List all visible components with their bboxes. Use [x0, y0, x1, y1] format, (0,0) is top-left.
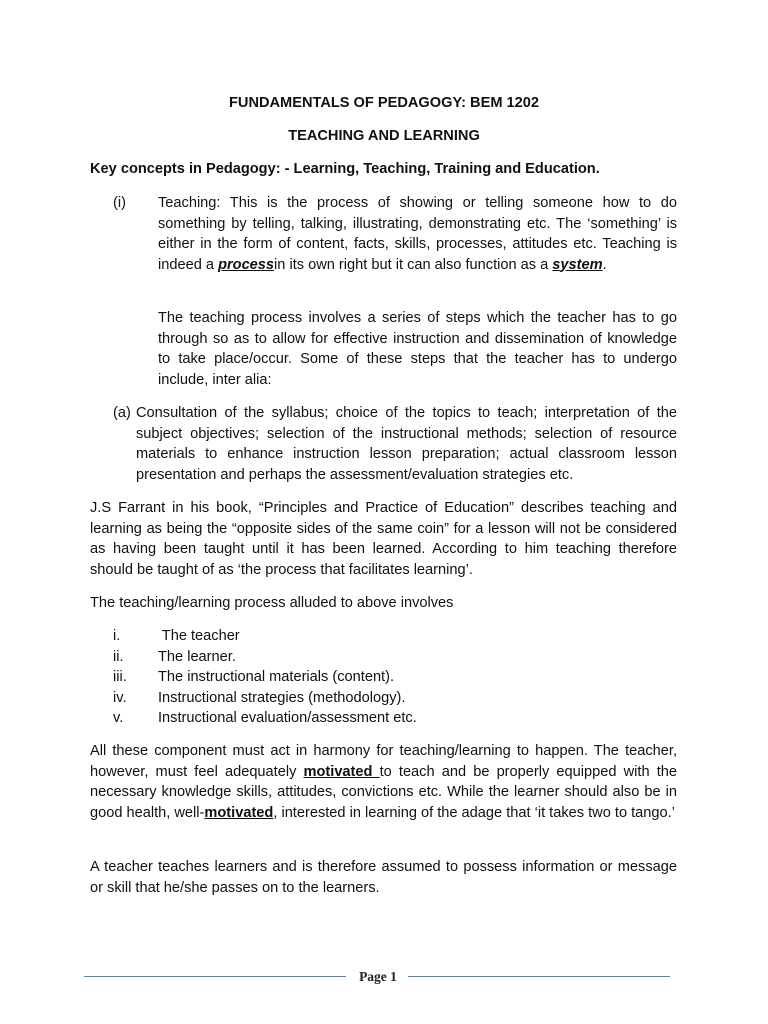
course-title: FUNDAMENTALS OF PEDAGOGY: BEM 1202	[228, 95, 539, 111]
footer-rule-right	[408, 976, 670, 977]
teaching-definition-end: .	[602, 256, 607, 273]
footer-rule-left	[84, 976, 346, 977]
farrant-paragraph: J.S Farrant in his book, “Principles and Practice of Education” describes teaching and learning as being the “opposite sides of the same coin” for a lesson will not be considered as having been taught until it has been learned. According to him teaching therefore should be taught of as ‘the process that facilitates learning’.	[90, 500, 677, 578]
page-number: Page 1	[359, 969, 397, 984]
section-title: TEACHING AND LEARNING	[288, 128, 480, 144]
item-i-marker: (i)	[113, 195, 126, 211]
teaching-process-paragraph: The teaching process involves a series of steps which the teacher has to go through so as to allow for effective instruction and dissemination of knowledge to take place/occur. Some of these steps that the teacher has to undergo include, inter alia:	[158, 310, 677, 388]
list-item	[113, 688, 673, 709]
list-item	[113, 647, 673, 668]
list-item	[113, 667, 673, 688]
harmony-text-3: , interested in learning of the adage that ‘it takes two to tango.’	[273, 804, 675, 821]
harmony-text-2: to teach and be properly equipped with the necessary knowledge skills, attitudes, convictions etc. While the learner should also be in good health, well-	[90, 763, 677, 821]
teacher-paragraph: A teacher teaches learners and is therefore assumed to possess information or message or skill that he/she passes on to the learners.	[90, 859, 677, 896]
harmony-text: All these component must act in harmony for teaching/learning to happen. The teacher, however, must feel adequately	[90, 743, 677, 780]
list-item-text: The teacher	[158, 628, 240, 644]
list-item-number: iv.	[113, 689, 127, 706]
teaching-definition-paragraph	[158, 193, 677, 275]
process-intro: The teaching/learning process alluded to above involves	[90, 595, 454, 611]
list-item-text: The instructional materials (content).	[158, 669, 395, 685]
system-emphasis: system	[552, 256, 603, 273]
list-item-number: ii.	[113, 648, 124, 665]
motivated-emphasis: motivated	[303, 763, 380, 780]
list-item-number: i.	[113, 628, 121, 644]
list-item	[113, 708, 673, 729]
process-emphasis: process	[218, 256, 275, 273]
motivated-emphasis-2: motivated	[204, 804, 274, 821]
harmony-paragraph	[90, 741, 677, 823]
item-a-marker: (a)	[113, 405, 131, 421]
list-item-number: iii.	[113, 669, 127, 685]
teaching-definition-text: Teaching: This is the process of showing or telling someone how to do something by telling, talking, illustrating, demonstrating etc. The ‘something’ is either in the form of content, facts, skills, processes, attitudes etc. Teaching is indeed a	[158, 195, 677, 273]
key-concepts-heading: Key concepts in Pedagogy: - Learning, Teaching, Training and Education.	[90, 161, 600, 177]
list-item-text: Instructional evaluation/assessment etc.	[158, 710, 417, 726]
teaching-definition-text-2: in its own right but it can also function as a	[274, 256, 553, 273]
list-item	[113, 626, 673, 647]
list-item-text: Instructional strategies (methodology).	[158, 689, 406, 706]
consultation-paragraph: Consultation of the syllabus; choice of the topics to teach; interpretation of the subject objectives; selection of the instructional methods; selection of resource materials to enhance instruction lesson preparation; actual classroom lesson presentation and perhaps the assessment/evaluation strategies etc.	[136, 405, 677, 483]
list-item-number: v.	[113, 710, 124, 726]
list-item-text: The learner.	[158, 648, 236, 665]
